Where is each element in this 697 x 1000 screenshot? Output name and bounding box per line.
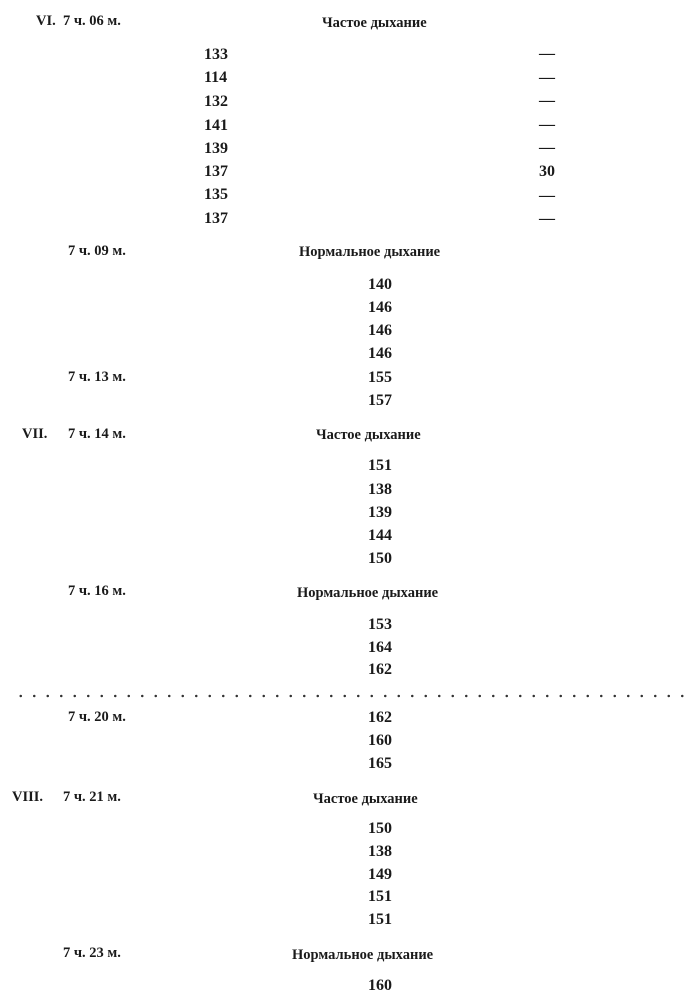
value-cell: 157: [368, 392, 392, 409]
value-cell: 146: [368, 299, 392, 316]
section-time: 7 ч. 16 м.: [68, 583, 126, 599]
value-cell: 146: [368, 345, 392, 362]
value-cell: 150: [368, 550, 392, 567]
value-cell: 160: [368, 977, 392, 994]
value-cell: 139: [204, 140, 228, 157]
value-cell: 140: [368, 276, 392, 293]
value-cell: 151: [368, 911, 392, 928]
right-value-cell: 30: [539, 163, 555, 180]
value-cell: 165: [368, 755, 392, 772]
value-cell: 137: [204, 163, 228, 180]
value-cell: 138: [368, 843, 392, 860]
section-heading: Нормальное дыхание: [297, 585, 439, 601]
right-value-cell: —: [539, 45, 555, 62]
dotted-separator: [14, 694, 684, 698]
value-cell: 135: [204, 186, 228, 203]
value-cell: 151: [368, 888, 392, 905]
value-cell: 162: [368, 661, 392, 678]
right-value-cell: —: [539, 210, 555, 227]
value-cell: 137: [204, 210, 228, 227]
value-cell: 151: [368, 457, 392, 474]
value-cell: 162: [368, 709, 392, 726]
value-cell: 138: [368, 481, 392, 498]
section-time-viii: 7 ч. 21 м.: [63, 789, 121, 805]
section-roman-viii: VIII.: [12, 789, 44, 805]
value-cell: 153: [368, 616, 392, 633]
section-time-vi: 7 ч. 06 м.: [63, 13, 121, 29]
section-heading-viii: Частое дыхание: [313, 791, 418, 807]
section-time: 7 ч. 09 м.: [68, 243, 126, 259]
section-heading-vii: Частое дыхание: [316, 427, 421, 443]
value-cell: 141: [204, 117, 228, 134]
section-roman-vi: VI.: [36, 13, 56, 29]
right-value-cell: —: [539, 92, 555, 109]
section-heading: Нормальное дыхание: [299, 244, 441, 260]
section-heading-vi: Частое дыхание: [322, 15, 427, 31]
right-value-cell: —: [539, 69, 555, 86]
right-value-cell: —: [539, 116, 555, 133]
value-cell: 155: [368, 369, 392, 386]
section-roman-vii: VII.: [22, 426, 48, 442]
inline-time: 7 ч. 13 м.: [68, 369, 126, 385]
right-value-cell: —: [539, 139, 555, 156]
value-cell: 146: [368, 322, 392, 339]
value-cell: 164: [368, 639, 392, 656]
value-cell: 139: [368, 504, 392, 521]
section-heading: Нормальное дыхание: [292, 947, 434, 963]
section-time-vii: 7 ч. 14 м.: [68, 426, 126, 442]
section-time: 7 ч. 23 м.: [63, 945, 121, 961]
value-cell: 114: [204, 69, 228, 86]
value-cell: 160: [368, 732, 392, 749]
value-cell: 144: [368, 527, 392, 544]
value-cell: 132: [204, 93, 228, 110]
right-value-cell: —: [539, 187, 555, 204]
value-cell: 150: [368, 820, 392, 837]
value-cell: 149: [368, 866, 392, 883]
section-time: 7 ч. 20 м.: [68, 709, 126, 725]
value-cell: 133: [204, 46, 228, 63]
